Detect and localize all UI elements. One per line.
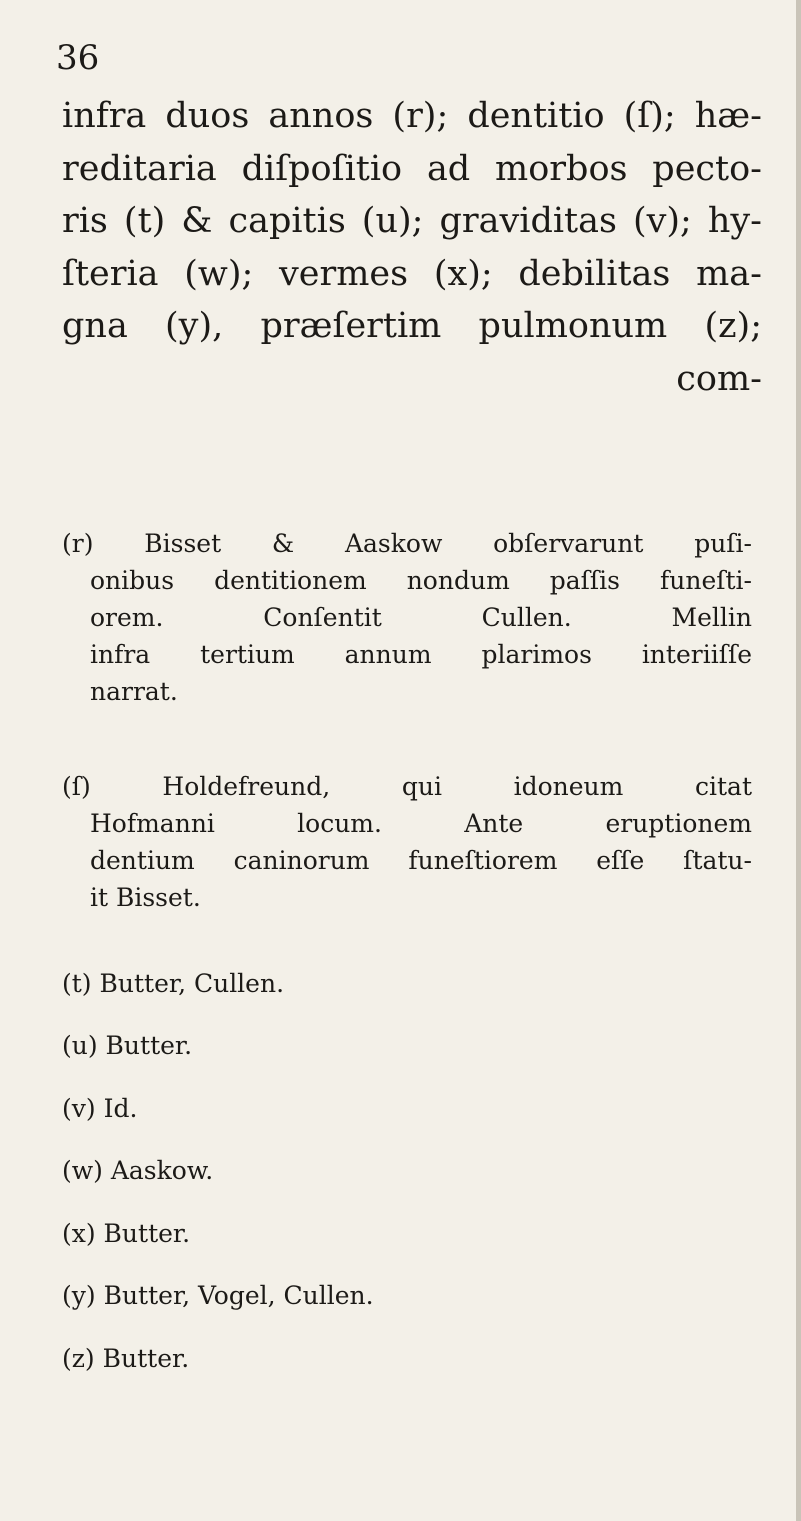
footnote-line: dentium caninorum funeſtiorem eſſe ſtatu- — [90, 846, 752, 875]
footnote-s — [62, 768, 752, 916]
footnote-r — [62, 525, 752, 710]
footnote-line: infra tertium annum plarimos interiiſſe — [90, 640, 752, 669]
text-line: ſteria (w); vermes (x); debilitas ma- — [62, 253, 762, 294]
footnote-v: (v) Id. — [62, 1094, 138, 1123]
footnote-line: (r) Bisset & Aaskow obſervarunt puſi- — [62, 529, 752, 558]
footnote-y: (y) Butter, Vogel, Cullen. — [62, 1281, 374, 1310]
main-text — [62, 90, 762, 405]
footnote-w: (w) Aaskow. — [62, 1156, 214, 1185]
footnote-line: (ſ) Holdefreund, qui idoneum citat — [62, 772, 752, 801]
footnote-u: (u) Butter. — [62, 1031, 193, 1060]
footnote-line: orem. Conſentit Cullen. Mellin — [90, 603, 752, 632]
footnote-line: onibus dentitionem nondum paſſis funeſti- — [90, 566, 752, 595]
page-number: 36 — [56, 38, 100, 78]
catchword: com- — [676, 358, 762, 399]
page-edge — [796, 0, 801, 1521]
footnote-line: narrat. — [90, 677, 178, 706]
footnote-t: (t) Butter, Cullen. — [62, 969, 285, 998]
text-line: infra duos annos (r); dentitio (ſ); hæ- — [62, 96, 762, 136]
footnote-z: (z) Butter. — [62, 1344, 190, 1373]
footnote-line: Hofmanni locum. Ante eruptionem — [90, 809, 752, 838]
footnote-x: (x) Butter. — [62, 1219, 191, 1248]
text-line: ris (t) & capitis (u); graviditas (v); hy- — [62, 201, 762, 241]
text-line: gna (y), præſertim pulmonum (z); — [62, 306, 762, 346]
footnote-line: it Bisset. — [90, 883, 201, 912]
text-line: reditaria diſpoſitio ad morbos pecto- — [62, 148, 762, 189]
